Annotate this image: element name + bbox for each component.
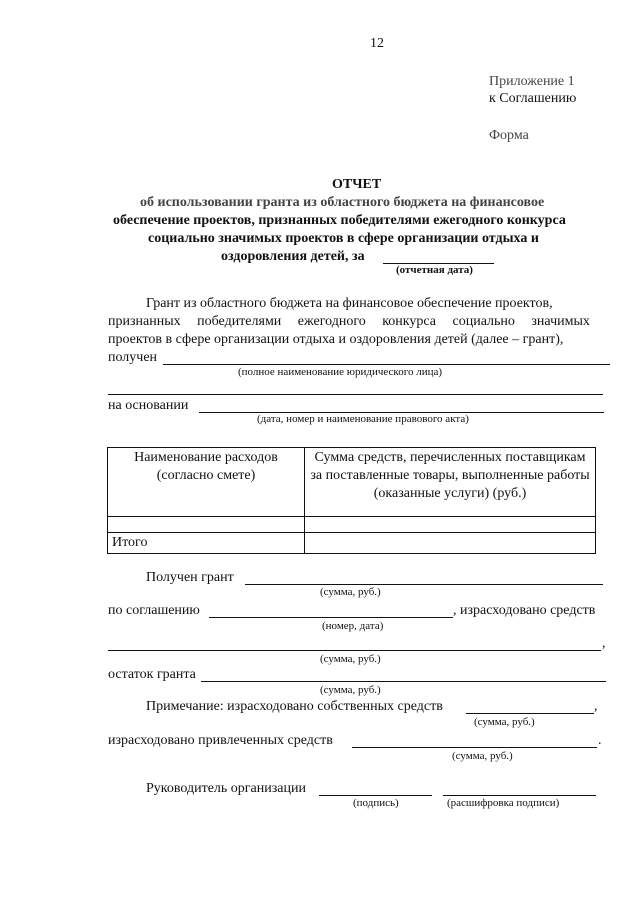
attracted-period: . <box>598 733 602 748</box>
paragraph-line-2: признанных победителями ежегодного конкурса социально значимых <box>108 314 590 329</box>
report-date-caption: (отчетная дата) <box>396 264 473 276</box>
sum-caption-2: (сумма, руб.) <box>320 653 381 665</box>
basis-label: на основании <box>108 398 189 413</box>
basis-caption: (дата, номер и наименование правового акта) <box>257 413 469 425</box>
page-number: 12 <box>370 36 384 51</box>
agreement-label: по соглашению <box>108 603 200 618</box>
title-line-1: об использовании гранта из областного бюджета на финансовое <box>140 195 545 210</box>
note-comma: , <box>594 699 598 714</box>
sum-caption-5: (сумма, руб.) <box>452 750 513 762</box>
col-header-sum: Сумма средств, перечисленных поставщикам за поставленные товары, выполненные работы (оказанные услуги) (руб.) <box>305 448 596 517</box>
paragraph-line-3: проектов в сфере организации отдыха и оздоровления детей (далее – грант), <box>108 332 564 347</box>
appendix-line-1: Приложение 1 <box>489 74 575 89</box>
remainder-line <box>201 681 606 682</box>
note-label: Примечание: израсходовано собственных средств <box>146 699 443 714</box>
number-date-caption: (номер, дата) <box>322 620 384 632</box>
entity-caption: (полное наименование юридического лица) <box>238 366 443 378</box>
title-line-3: социально значимых проектов в сфере организации отдыха и <box>148 231 539 246</box>
expense-table <box>107 447 596 554</box>
attracted-funds-line <box>352 747 597 748</box>
form-label: Форма <box>489 128 529 143</box>
report-heading: ОТЧЕТ <box>332 177 382 192</box>
sum-caption-1: (сумма, руб.) <box>320 586 381 598</box>
table-header-row <box>108 448 596 517</box>
table-cell-empty <box>108 517 305 533</box>
own-funds-line <box>466 713 594 714</box>
remainder-label: остаток гранта <box>108 667 196 682</box>
total-value <box>305 533 596 554</box>
sum-caption-3: (сумма, руб.) <box>320 684 381 696</box>
col-header-expense-name: Наименование расходов (согласно смете) <box>108 448 305 517</box>
title-line-2: обеспечение проектов, признанных победителями ежегодного конкурса <box>113 213 566 228</box>
grant-received-label: Получен грант <box>146 570 234 585</box>
head-of-organization-label: Руководитель организации <box>146 781 306 796</box>
sum-caption-4: (сумма, руб.) <box>474 716 535 728</box>
total-label: Итого <box>108 533 305 554</box>
table-row <box>108 517 596 533</box>
decoding-caption: (расшифровка подписи) <box>447 797 560 809</box>
agreement-line <box>209 617 453 618</box>
entity-name-line-2 <box>108 394 603 395</box>
signature-caption: (подпись) <box>353 797 399 809</box>
table-total-row <box>108 533 596 554</box>
paragraph-line-1: Грант из областного бюджета на финансовое обеспечение проектов, <box>146 296 553 311</box>
grant-received-line <box>245 584 603 585</box>
signature-decoding-line <box>443 795 596 796</box>
spent-label: , израсходовано средств <box>453 603 596 618</box>
spent-trailing-comma: , <box>602 636 606 651</box>
title-line-4: оздоровления детей, за <box>221 249 365 264</box>
attracted-label: израсходовано привлеченных средств <box>108 733 333 748</box>
entity-name-line <box>163 364 610 365</box>
appendix-line-2: к Соглашению <box>489 91 577 106</box>
received-label: получен <box>108 350 158 365</box>
signature-line <box>319 795 432 796</box>
table-cell-empty <box>305 517 596 533</box>
spent-sum-line <box>108 650 601 651</box>
